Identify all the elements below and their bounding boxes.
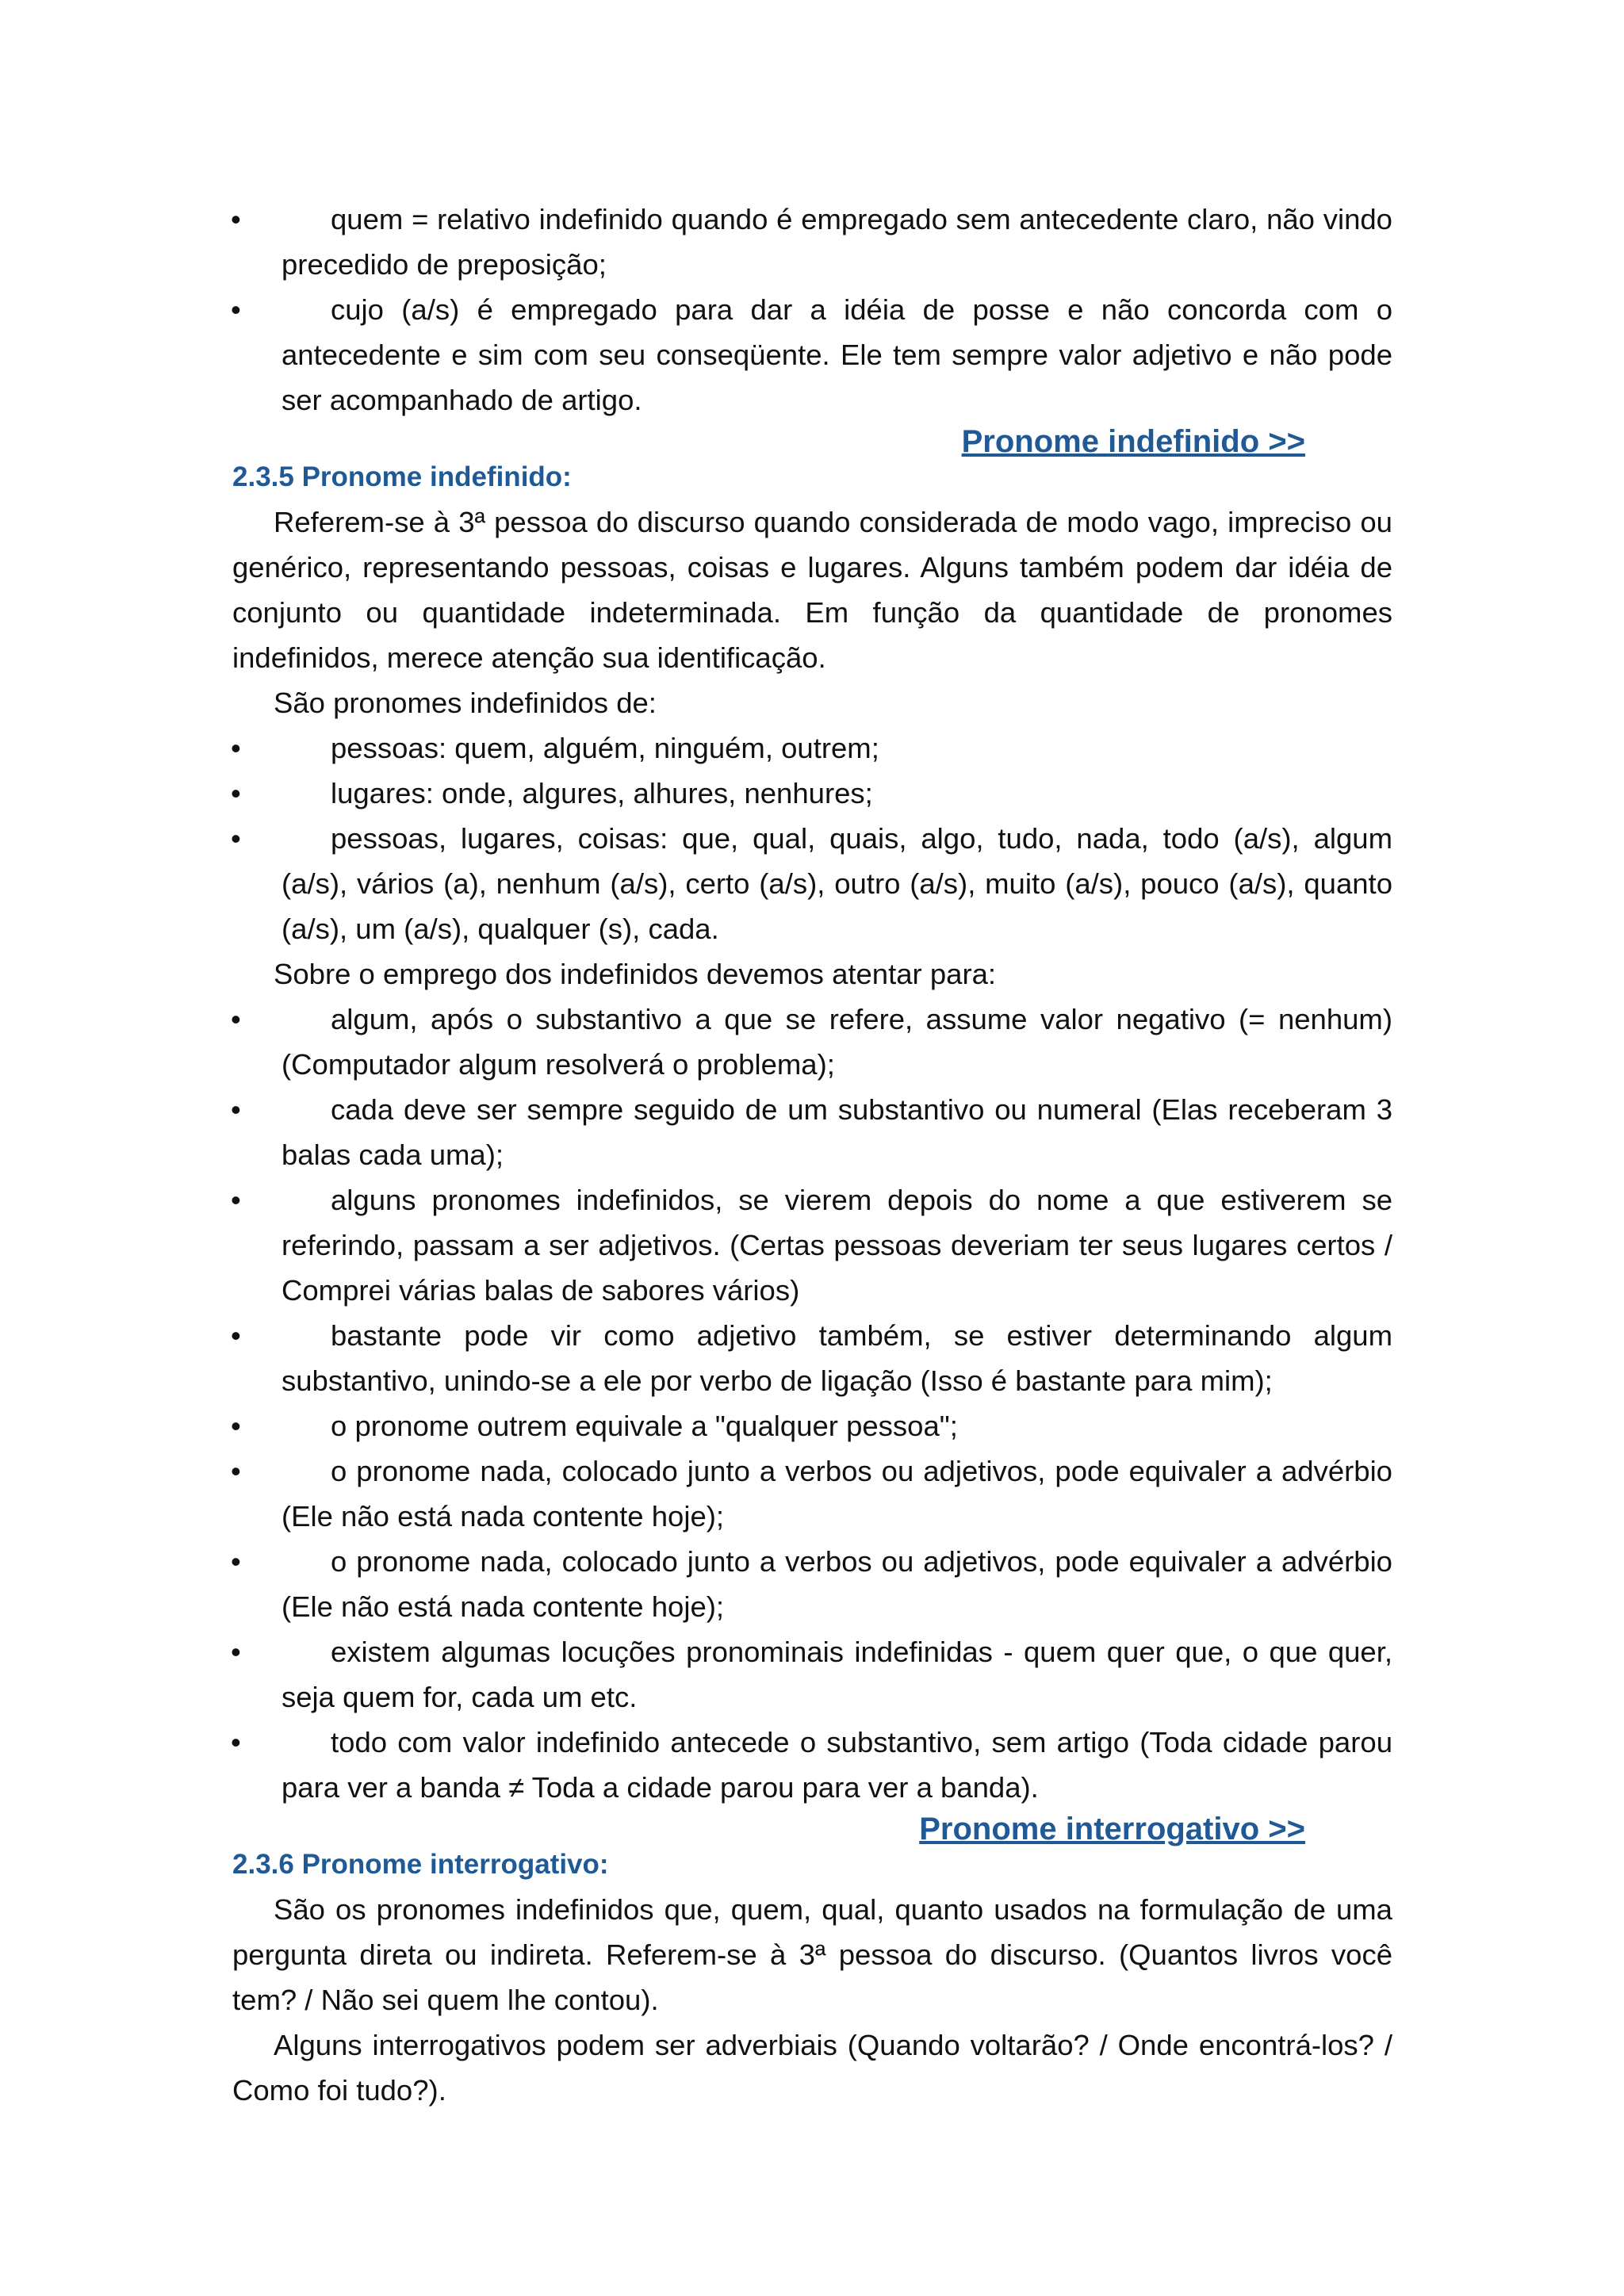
bullet-icon: • [231,1003,241,1035]
list-item-text: todo com valor indefinido antecede o substantivo, sem artigo (Toda cidade parou para ver a banda ≠ Toda a cidade parou para ver a banda). [282,1726,1392,1804]
pronome-indefinido-link[interactable]: Pronome indefinido >> [961,424,1305,459]
list-item [232,287,1392,423]
list-item [232,771,1392,816]
emprego-list [232,997,1392,1810]
pronome-interrogativo-link[interactable]: Pronome interrogativo >> [919,1812,1305,1846]
indefinidos-list [232,725,1392,951]
list-item-text: algum, após o substantivo a que se refere, assume valor negativo (= nenhum) (Computador algum resolverá o problema); [282,1003,1392,1081]
bullet-icon: • [231,1410,241,1442]
list-item [232,725,1392,771]
list-item-text: quem = relativo indefinido quando é empregado sem antecedente claro, não vindo precedido de preposição; [282,203,1392,281]
list-item [232,1087,1392,1177]
bullet-icon: • [231,1455,241,1487]
bullet-icon: • [231,1545,241,1578]
paragraph: São os pronomes indefinidos que, quem, qual, quanto usados na formulação de uma pergunta direta ou indireta. Referem-se à 3ª pessoa do discurso. (Quantos livros você tem? / Não sei quem lhe contou). [232,1893,1392,2016]
list-item-text: bastante pode vir como adjetivo também, se estiver determinando algum substantivo, unindo-se a ele por verbo de ligação (Isso é bastante para mim); [282,1319,1392,1397]
list-item [232,1177,1392,1313]
list-item-text: lugares: onde, algures, alhures, nenhures; [331,777,873,809]
list-item [232,1629,1392,1720]
bullet-icon: • [231,1093,241,1126]
paragraph: Sobre o emprego dos indefinidos devemos atentar para: [274,958,997,990]
list-item [232,1403,1392,1448]
list-item-text: o pronome nada, colocado junto a verbos ou adjetivos, pode equivaler a advérbio (Ele não está nada contente hoje); [282,1455,1392,1533]
document-page [232,197,1392,2113]
bullet-icon: • [231,293,241,326]
section-heading-interrogativo: 2.3.6 Pronome interrogativo: [232,1849,609,1880]
paragraph: São pronomes indefinidos de: [274,687,657,719]
paragraph: Alguns interrogativos podem ser adverbiais (Quando voltarão? / Onde encontrá-los? / Como foi tudo?). [232,2029,1392,2107]
list-item-text: o pronome outrem equivale a "qualquer pessoa"; [331,1410,958,1442]
list-item [232,1539,1392,1629]
bullet-icon: • [231,203,241,235]
list-item [232,1448,1392,1539]
paragraph: Referem-se à 3ª pessoa do discurso quando considerada de modo vago, impreciso ou genérico, representando pessoas, coisas e lugares. Alguns também podem dar idéia de conjunto ou quantidade indeterminada. Em função da quantidade de pronomes indefinidos, merece atenção sua identificação. [232,506,1392,674]
bullet-icon: • [231,822,241,855]
bullet-icon: • [231,777,241,809]
bullet-icon: • [231,1636,241,1668]
list-item-text: cujo (a/s) é empregado para dar a idéia de posse e não concorda com o antecedente e sim com seu conseqüente. Ele tem sempre valor adjetivo e não pode ser acompanhado de artigo. [282,293,1392,416]
section-heading-indefinido: 2.3.5 Pronome indefinido: [232,461,572,492]
bullet-icon: • [231,1319,241,1352]
list-item [232,816,1392,951]
list-item-text: pessoas: quem, alguém, ninguém, outrem; [331,732,879,764]
list-item [232,1313,1392,1403]
bullet-icon: • [231,1184,241,1216]
list-item [232,1720,1392,1810]
list-item-text: cada deve ser sempre seguido de um substantivo ou numeral (Elas receberam 3 balas cada uma); [282,1093,1392,1171]
link-row-indefinido [232,423,1392,459]
list-item-text: alguns pronomes indefinidos, se vierem depois do nome a que estiverem se referindo, passam a ser adjetivos. (Certas pessoas deveriam ter seus lugares certos / Comprei várias balas de sabores vários) [282,1184,1392,1307]
list-item-text: existem algumas locuções pronominais indefinidas - quem quer que, o que quer, seja quem for, cada um etc. [282,1636,1392,1713]
list-item-text: o pronome nada, colocado junto a verbos ou adjetivos, pode equivaler a advérbio (Ele não está nada contente hoje); [282,1545,1392,1623]
list-item [232,997,1392,1087]
list-item [232,197,1392,287]
link-row-interrogativo [232,1810,1392,1846]
list-item-text: pessoas, lugares, coisas: que, qual, quais, algo, tudo, nada, todo (a/s), algum (a/s), vários (a), nenhum (a/s), certo (a/s), outro (a/s), muito (a/s), pouco (a/s), quanto (a/s), um (a/s), qualquer (s), cada. [282,822,1392,945]
bullet-icon: • [231,732,241,764]
bullet-icon: • [231,1726,241,1758]
intro-bullet-list [232,197,1392,423]
